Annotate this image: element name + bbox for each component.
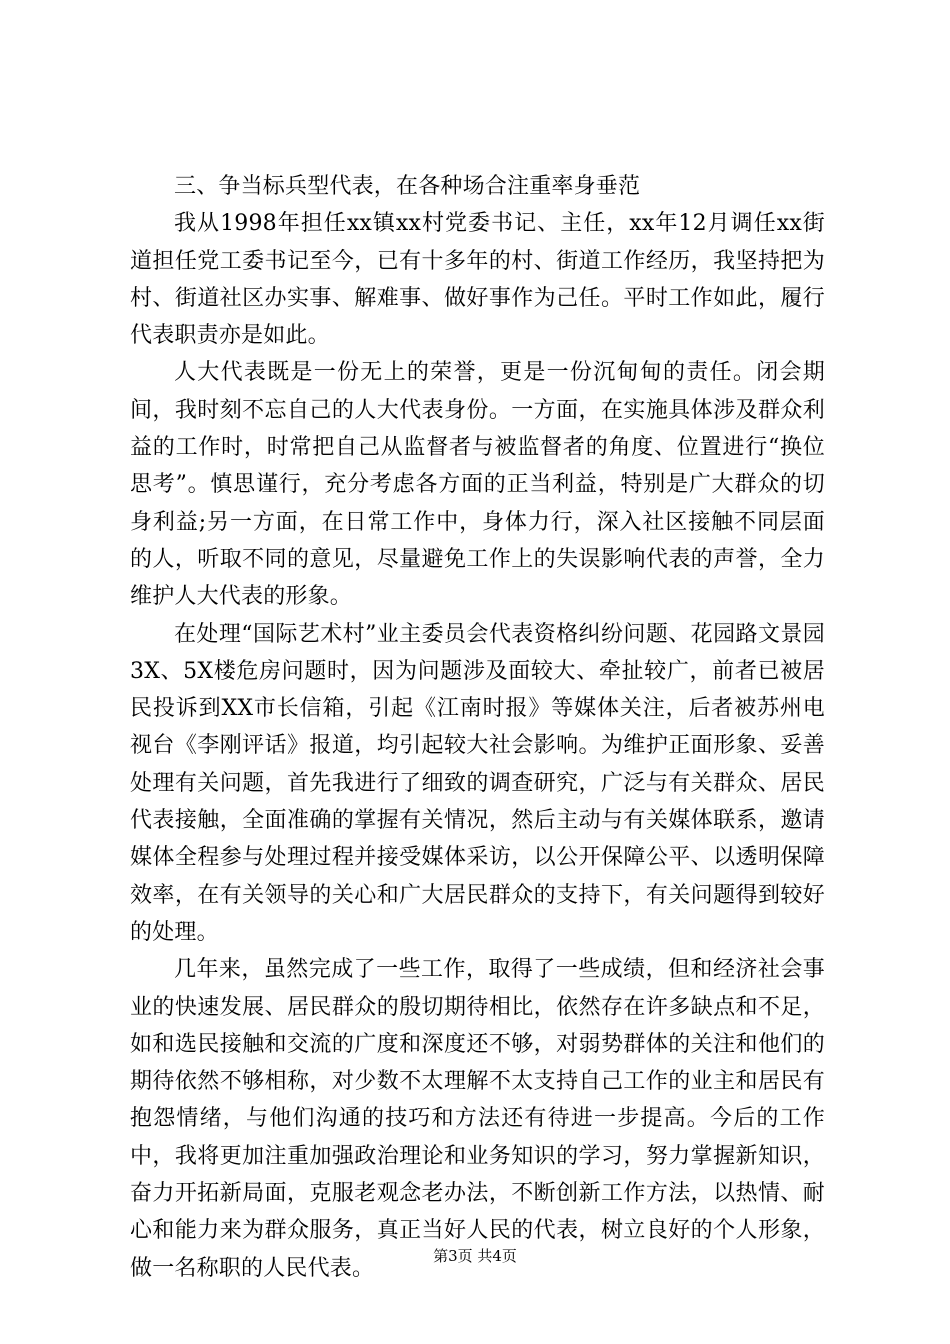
section-heading: 三、争当标兵型代表，在各种场合注重率身垂范: [174, 174, 641, 199]
document-body: [130, 168, 825, 1287]
page-footer: 第3页 共4页: [433, 1247, 517, 1265]
paragraph-3: 在处理“国际艺术村”业主委员会代表资格纠纷问题、花园路文景园3X、5X楼危房问题时，因为问题涉及面较大、牵扯较广，前者已被居民投诉到XX市长信箱，引起《江南时报》等媒体关注，后者被苏州电视台《李刚评话》报道，均引起较大社会影响。为维护正面形象、妥善处理有关问题，首先我进行了细致的调查研究，广泛与有关群众、居民代表接触，全面准确的掌握有关情况，然后主动与有关媒体联系，邀请媒体全程参与处理过程并接受媒体采访，以公开保障公平、以透明保障效率，在有关领导的关心和广大居民群众的支持下，有关问题得到较好的处理。: [130, 621, 825, 945]
paragraph-4: 几年来，虽然完成了一些工作，取得了一些成绩，但和经济社会事业的快速发展、居民群众的殷切期待相比，依然存在许多缺点和不足，如和选民接触和交流的广度和深度还不够，对弱势群体的关注和他们的期待依然不够相称，对少数不太理解不太支持自己工作的业主和居民有抱怨情绪，与他们沟通的技巧和方法还有待进一步提高。今后的工作中，我将更加注重加强政治理论和业务知识的学习，努力掌握新知识，奋力开拓新局面，克服老观念老办法，不断创新工作方法，以热情、耐心和能力来为群众服务，真正当好人民的代表，树立良好的个人形象，做一名称职的人民代表。: [130, 957, 825, 1281]
paragraph-1: 我从1998年担任xx镇xx村党委书记、主任，xx年12月调任xx街道担任党工委书记至今，已有十多年的村、街道工作经历，我坚持把为村、街道社区办实事、解难事、做好事作为己任。平时工作如此，履行代表职责亦是如此。: [130, 211, 825, 349]
paragraph-2: 人大代表既是一份无上的荣誉，更是一份沉甸甸的责任。闭会期间，我时刻不忘自己的人大代表身份。一方面，在实施具体涉及群众利益的工作时，时常把自己从监督者与被监督者的角度、位置进行“换位思考”。慎思谨行，充分考虑各方面的正当利益，特别是广大群众的切身利益;另一方面，在日常工作中，身体力行，深入社区接触不同层面的人，听取不同的意见，尽量避免工作上的失误影响代表的声誉，全力维护人大代表的形象。: [130, 360, 825, 610]
